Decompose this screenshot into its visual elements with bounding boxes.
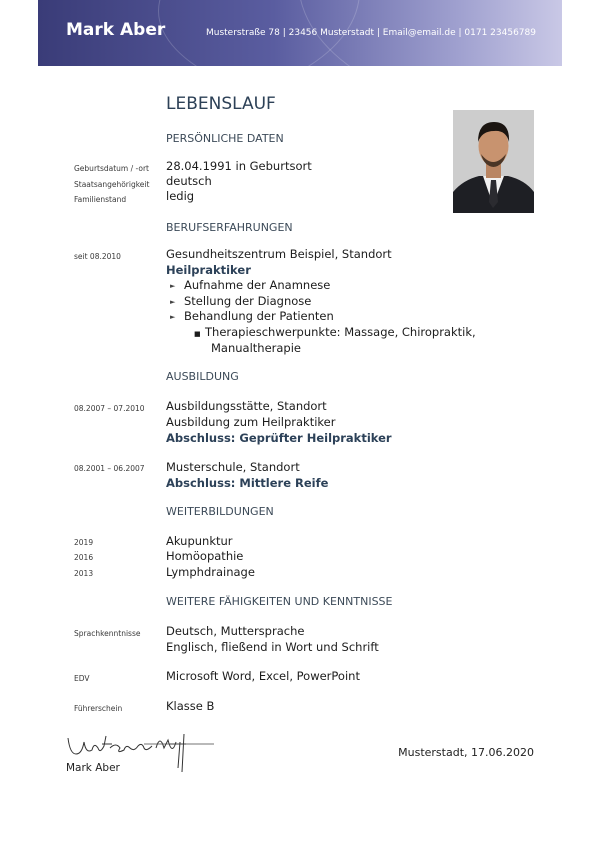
label-nationality: Staatsangehörigkeit (74, 180, 150, 189)
label-license: Führerschein (74, 704, 123, 713)
education-institution-1: Ausbildungsstätte, Standort (166, 399, 327, 413)
bullet-icon: ► (170, 282, 176, 290)
label-birth: Geburtsdatum / -ort (74, 164, 149, 173)
subtask-continuation: Manualtherapie (211, 341, 302, 355)
subtask-text: Therapieschwerpunkte: Massage, Chiropraktik, (205, 325, 476, 339)
label-languages: Sprachkenntnisse (74, 629, 141, 638)
bullet-icon: ► (170, 313, 176, 321)
square-bullet-icon: ■ (194, 330, 201, 338)
list-item (170, 278, 330, 292)
languages-line-1: Deutsch, Muttersprache (166, 624, 305, 638)
languages-line-2: Englisch, fließend in Wort und Schrift (166, 640, 379, 654)
bullet-icon: ► (170, 298, 176, 306)
task-text: Behandlung der Patienten (184, 309, 334, 323)
label-edv: EDV (74, 674, 90, 683)
header-banner (38, 0, 562, 66)
value-nationality: deutsch (166, 174, 212, 188)
place-date: Musterstadt, 17.06.2020 (398, 746, 534, 759)
value-marital-status: ledig (166, 189, 195, 203)
section-heading-personal: PERSÖNLICHE DATEN (166, 132, 284, 145)
license-value: Klasse B (166, 699, 215, 713)
section-heading-career: BERUFSERFAHRUNGEN (166, 221, 293, 234)
edv-value: Microsoft Word, Excel, PowerPoint (166, 669, 360, 683)
education-institution-2: Musterschule, Standort (166, 460, 300, 474)
sub-list-item (194, 325, 476, 339)
list-item (170, 309, 334, 323)
portrait-photo (453, 110, 534, 213)
label-training-year: 2016 (74, 553, 94, 562)
education-degree-2: Abschluss: Mittlere Reife (166, 476, 329, 490)
list-item (170, 294, 311, 308)
label-career-date: seit 08.2010 (74, 252, 121, 261)
label-education-date-2: 08.2001 – 06.2007 (74, 464, 145, 473)
label-marital-status: Familienstand (74, 195, 127, 204)
label-education-date-1: 08.2007 – 07.2010 (74, 404, 145, 413)
value-birth: 28.04.1991 in Geburtsort (166, 159, 312, 173)
page-title: LEBENSLAUF (166, 94, 276, 114)
training-item: Homöopathie (166, 549, 244, 563)
education-course-1: Ausbildung zum Heilpraktiker (166, 415, 336, 429)
training-item: Akupunktur (166, 534, 233, 548)
task-text: Stellung der Diagnose (184, 294, 312, 308)
education-degree-1: Abschluss: Geprüfter Heilpraktiker (166, 431, 392, 445)
section-heading-training: WEITERBILDUNGEN (166, 505, 274, 518)
signature-name: Mark Aber (66, 762, 120, 774)
portrait-image (453, 110, 534, 213)
task-text: Aufnahme der Anamnese (184, 278, 331, 292)
label-training-year: 2019 (74, 538, 94, 547)
applicant-name: Mark Aber (66, 20, 166, 40)
career-position: Heilpraktiker (166, 263, 251, 277)
contact-info: Musterstraße 78 | 23456 Musterstadt | Email@email.de | 0171 23456789 (205, 28, 536, 38)
training-item: Lymphdrainage (166, 565, 255, 579)
label-training-year: 2013 (74, 569, 94, 578)
career-employer: Gesundheitszentrum Beispiel, Standort (166, 247, 392, 261)
section-heading-skills: WEITERE FÄHIGKEITEN UND KENNTNISSE (166, 595, 393, 608)
section-heading-education: AUSBILDUNG (166, 370, 239, 383)
